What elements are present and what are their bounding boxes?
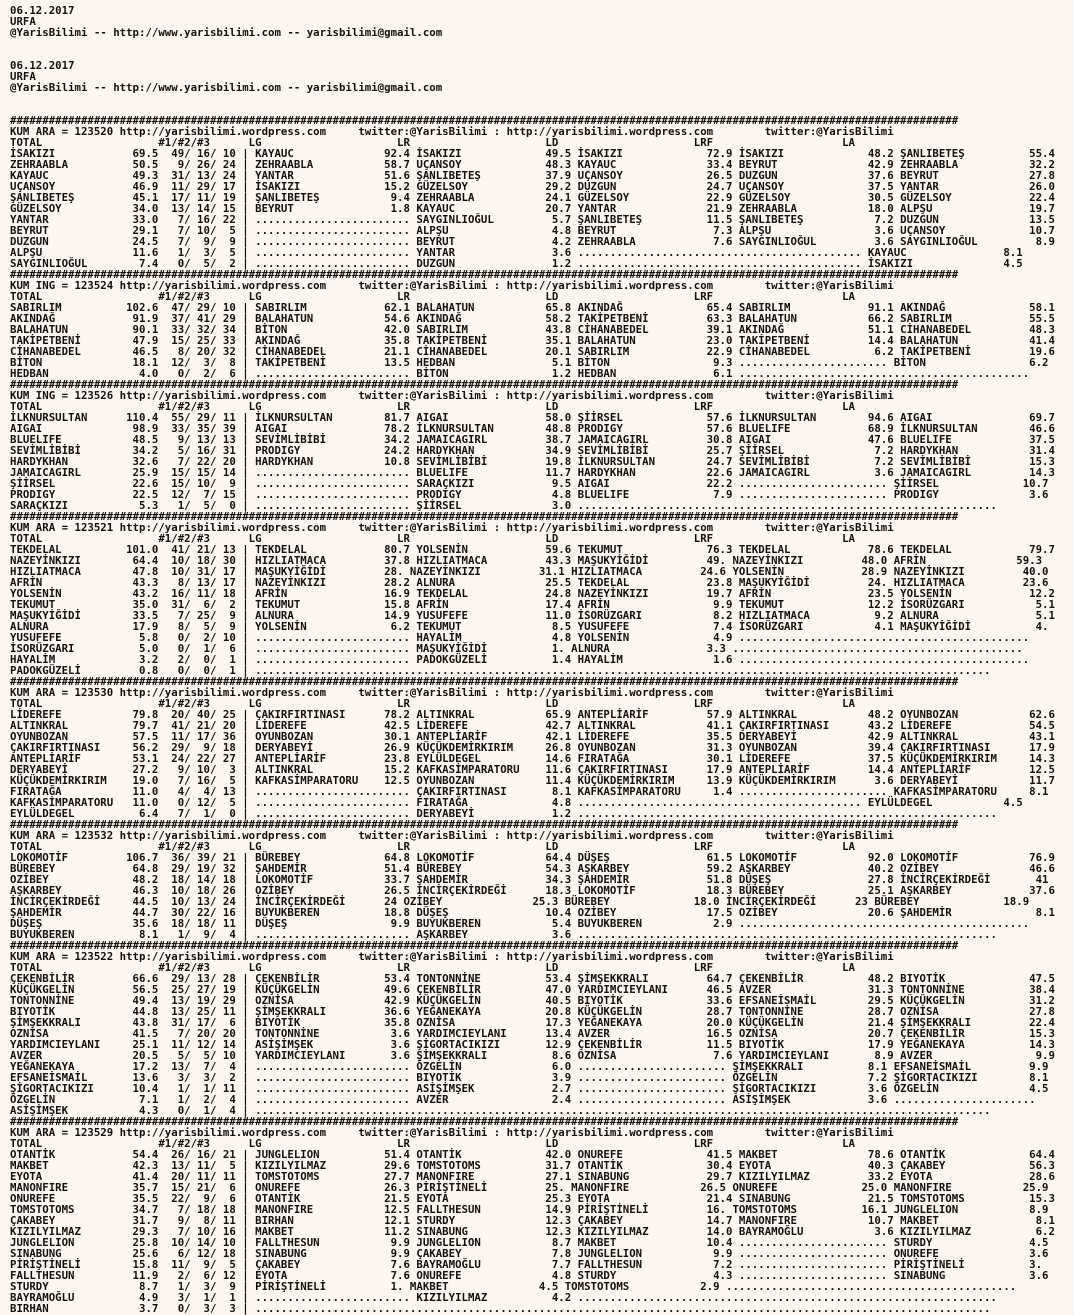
report-line: OZİBEY 48.2 18/ 14/ 18 | LOKOMOTİF 33.7 ŞAHDEMİR 34.3 ŞAHDEMİR 51.8 DÜŞEŞ 27.8 İNCİRÇEKİRDEĞİ 41 [10, 873, 1049, 886]
report-line: LİDEREFE 79.8 20/ 40/ 25 | ÇAKIRFIRTINASI 78.2 ALTINKRAL 65.9 ANTEPLİARİF 57.9 ALTINKRAL 48.2 OYUNBOZAN 62.6 [10, 708, 1055, 721]
report-line: TOTAL #1/#2/#3 LG LR LD LRF LA [10, 532, 856, 545]
report-line: YARDIMCIEYLANI 25.1 11/ 12/ 14 | ASİŞİMŞEK 3.6 ŞİGORTACIKIZI 12.9 ÇEKENBİLİR 11.5 BIYOTİK 17.9 YEĞANEKAYA 14.3 [10, 1038, 1055, 1051]
report-line: BIYOTİK 44.8 13/ 25/ 11 | ŞİMŞEKKRALI 36.6 YEĞANEKAYA 20.8 KÜÇÜKGELİN 28.7 TONTONNİNE 28.7 OZNİSA 27.8 [10, 1005, 1055, 1018]
report-line: 06.12.2017 [10, 59, 75, 72]
report-line: MAŞUKYİĞİDİ 33.5 7/ 25/ 9 | ALNURA 14.9 YUSUFEFE 11.0 İSORÜZGARI 8.2 HIZLIATMACA 9.2 ALNURA 5.1 [10, 609, 1055, 622]
report-line: YOLSENİN 43.2 16/ 11/ 18 | AFRİN 16.9 TEKDELAL 24.8 NAZEYİNKIZI 19.7 AFRİN 23.5 YOLSENİN 12.2 [10, 587, 1055, 600]
race-report-text [10, 5, 1055, 1314]
report-line: BÜREBEY 64.8 29/ 19/ 32 | ŞAHDEMİR 51.4 BÜREBEY 54.3 AŞKARBEY 59.2 AŞKARBEY 40.2 OZİBEY 46.6 [10, 862, 1055, 875]
separator-line: ################################################################################################################################################### [10, 510, 959, 523]
report-line: SABIRLIM 102.6 47/ 29/ 10 | SABIRLIM 62.1 BALAHATUN 65.8 AKINDAĞ 65.4 SABIRLIM 91.1 AKINDAĞ 58.1 [10, 301, 1055, 314]
report-line: LOKOMOTİF 106.7 36/ 39/ 21 | BÜREBEY 64.8 LOKOMOTİF 64.4 DÜŞEŞ 61.5 LOKOMOTİF 92.0 LOKOMOTİF 76.9 [10, 851, 1055, 864]
report-line: BALAHATUN 90.1 33/ 32/ 34 | BİTON 42.0 SABIRLIM 43.8 CİHANABEDEL 39.1 AKINDAĞ 51.1 CİHANABEDEL 48.3 [10, 323, 1055, 336]
report-line: TOTAL #1/#2/#3 LG LR LD LRF LA [10, 1137, 856, 1150]
report-line: STURDY 8.7 1/ 3/ 9 | PİRİŞTİNELİ 1. MAKBET 4.5 TOMSTOTOMS 2.9 ............................................. [10, 1280, 1017, 1293]
report-line: SEVİMLİBİBİ 34.2 5/ 16/ 31 | PRODIGY 24.2 HARDYKHAN 34.9 SEVİMLİBİBİ 25.7 ŞİİRSEL 7.2 HARDYKHAN 31.4 [10, 444, 1055, 457]
report-line: İLKNURSULTAN 110.4 55/ 29/ 11 | İLKNURSULTAN 81.7 AIGAI 58.0 ŞİİRSEL 57.6 İLKNURSULTAN 94.6 AIGAI 69.7 [10, 411, 1055, 424]
report-line: TEKUMUT 35.0 31/ 6/ 2 | TEKUMUT 15.8 AFRİN 17.4 AFRİN 9.9 TEKUMUT 12.2 İSORÜZGARI 5.1 [10, 598, 1055, 611]
report-line: ONUREFE 35.5 22/ 9/ 6 | OTANTİK 21.5 EYOTA 25.3 EYOTA 21.4 SINABUNG 21.5 TOMSTOTOMS 15.3 [10, 1192, 1055, 1205]
report-line: PİRİŞTİNELİ 15.8 11/ 9/ 5 | ÇAKABEY 7.6 BAYRAMOĞLU 7.7 FALLTHESUN 7.2 ....................... PİRİŞTİNELİ 3. [10, 1258, 1043, 1271]
report-line: URFA [10, 15, 36, 28]
report-line: TOMSTOTOMS 34.7 7/ 18/ 18 | MANONFIRE 12.5 FALLTHESUN 14.9 PİRİŞTİNELİ 16. TOMSTOTOMS 16.1 JUNGLELION 8.9 [10, 1203, 1049, 1216]
report-line: PADOKGÜZELİ 0.8 0/ 0/ 1 | .................................................................................................................. [10, 664, 991, 677]
report-line: MAKBET 42.3 13/ 11/ 5 | KIZILYILMAZ 29.6 TOMSTOTOMS 31.7 OTANTİK 30.4 EYOTA 40.3 ÇAKABEY 56.3 [10, 1159, 1055, 1172]
report-line: @YarisBilimi -- http://www.yarisbilimi.com -- yarisbilimi@gmail.com [10, 81, 443, 94]
report-line: CİHANABEDEL 46.5 8/ 20/ 32 | CİHANABEDEL 21.1 CİHANABEDEL 20.1 SABIRLIM 22.9 CİHANABEDEL 6.2 TAKİPETBENİ 19.6 [10, 345, 1055, 358]
report-line: JUNGLELION 25.8 10/ 14/ 10 | FALLTHESUN 9.9 JUNGLELION 8.7 MAKBET 10.4 ....................... STURDY 4.5 [10, 1236, 1049, 1249]
report-line: TOTAL #1/#2/#3 LG LR LD LRF LA [10, 697, 856, 710]
report-line: KÜÇÜKGELİN 56.5 25/ 27/ 19 | KÜÇÜKGELİN 49.6 ÇEKENBİLİR 47.0 YARDIMCIEYLANI 46.5 AVZER 31.3 TONTONNİNE 38.4 [10, 983, 1055, 996]
report-line: KAFKASİMPARATORU 11.0 0/ 12/ 5 | ........................ FIRATAĞA 4.8 ............................................ EYLÜLDEGEL 4.5 [10, 796, 1023, 809]
report-line: MANONFIRE 35.7 15/ 21/ 6 | ONUREFE 26.3 PİRİŞTİNELİ 25. MANONFIRE 26.5 ONUREFE 25.0 MANONFIRE 25.9 [10, 1181, 1049, 1194]
report-line: OYUNBOZAN 57.5 11/ 17/ 36 | OYUNBOZAN 30.1 ANTEPLİARİF 42.1 LİDEREFE 35.5 DERYABEYİ 42.9 ALTINKRAL 43.1 [10, 730, 1055, 743]
report-line: ŞAHDEMİR 44.7 30/ 22/ 16 | BUYUKBEREN 18.8 DÜŞEŞ 10.4 OZİBEY 17.5 OZİBEY 20.6 ŞAHDEMİR 8.1 [10, 906, 1055, 919]
report-line: ÇAKABEY 31.7 9/ 8/ 11 | BIRHAN 12.1 STURDY 12.3 ÇAKABEY 14.7 MANONFIRE 10.7 MAKBET 8.1 [10, 1214, 1055, 1227]
separator-line: ################################################################################################################################################### [10, 114, 959, 127]
report-line: ANTEPLİARİF 53.1 24/ 22/ 27 | ANTEPLİARİF 23.8 EYLÜLDEGEL 14.6 FIRATAĞA 30.1 LİDEREFE 37.5 KÜÇÜKDEMİRKIRIM 14.3 [10, 752, 1055, 765]
report-line: İSAKIZI 69.5 49/ 16/ 10 | KAYAUC 92.4 İSAKIZI 49.5 İSAKIZI 72.9 İSAKIZI 48.2 ŞANLIBETEŞ 55.4 [10, 147, 1055, 160]
report-line: KUM ARA = 123532 http://yarisbilimi.wordpress.com twitter:@YarisBilimi : http://yarisbilimi.wordpress.com twitter:@YarisBilimi [10, 829, 894, 842]
report-line: AKINDAĞ 91.9 37/ 41/ 29 | BALAHATUN 54.6 AKINDAĞ 58.2 TAKİPETBENİ 63.3 BALAHATUN 66.2 SABIRLIM 55.5 [10, 312, 1055, 325]
report-line: AIGAI 98.9 33/ 35/ 39 | AIGAI 78.2 İLKNURSULTAN 48.8 PRODIGY 57.6 BLUELIFE 68.9 İLKNURSULTAN 46.6 [10, 422, 1055, 435]
report-line [10, 93, 1055, 104]
report-line: ŞİGORTACIKIZI 10.4 1/ 1/ 11 | ........................ ASİŞİMŞEK 2.7 ....................... ŞİGORTACIKIZI 3.6 ÖZGELİN 4.5 [10, 1082, 1049, 1095]
report-line: KUM ARA = 123521 http://yarisbilimi.wordpress.com twitter:@YarisBilimi : http://yarisbilimi.wordpress.com twitter:@YarisBilimi [10, 521, 894, 534]
report-line: ALNURA 17.9 8/ 5/ 9 | YOLSENİN 6.2 TEKUMUT 8.5 YUSUFEFE 7.4 İSORÜZGARI 4.1 MAŞUKYİĞİDİ 4. [10, 620, 1049, 633]
report-line: NAZEYİNKIZI 64.4 10/ 18/ 30 | HIZLIATMACA 37.8 HIZLIATMACA 43.3 MAŞUKYİĞİDİ 49. NAZEYİNKIZI 48.0 AFRİN 59.3 [10, 554, 1043, 567]
separator-line: ################################################################################################################################################### [10, 939, 959, 952]
report-line: YUSUFEFE 5.8 0/ 2/ 10 | ........................ HAYALİM 4.8 YOLSENİN 4.9 ............................................. [10, 631, 1030, 644]
report-line: ÇAKIRFIRTINASI 56.2 29/ 9/ 18 | DERYABEYİ 26.9 KÜÇÜKDEMİRKIRIM 26.8 OYUNBOZAN 31.3 OYUNBOZAN 39.4 ÇAKIRFIRTINASI 17.9 [10, 741, 1055, 754]
separator-line: ################################################################################################################################################### [10, 378, 959, 391]
report-line: SINABUNG 25.6 6/ 12/ 18 | SINABUNG 9.9 ÇAKABEY 7.8 JUNGLELION 9.9 ....................... ONUREFE 3.6 [10, 1247, 1049, 1260]
report-line: ASİŞİMŞEK 4.3 0/ 1/ 4 | .................................................................................................................. [10, 1104, 991, 1117]
report-line: HARDYKHAN 32.6 7/ 22/ 20 | HARDYKHAN 10.8 SEVİMLİBİBİ 19.8 İLKNURSULTAN 24.7 SEVİMLİBİBİ 7.2 SEVİMLİBİBİ 15.3 [10, 455, 1055, 468]
report-line: İSORÜZGARI 5.0 0/ 1/ 6 | ........................ MAŞUKYİĞİDİ 1. ALNURA 3.3 ............................................. [10, 642, 1023, 655]
report-line [10, 38, 1055, 49]
report-line: KUM ARA = 123529 http://yarisbilimi.wordpress.com twitter:@YarisBilimi : http://yarisbilimi.wordpress.com twitter:@YarisBilimi [10, 1126, 894, 1139]
report-line: ALPŞU 11.6 1/ 3/ 5 | ........................ YANTAR 3.6 ............................................ KAYAUC 8.1 [10, 246, 1023, 259]
report-line: AFRİN 43.3 8/ 13/ 17 | NAZEYİNKIZI 28.2 ALNURA 25.5 TEKDELAL 23.8 MAŞUKYİĞİDİ 24. HIZLIATMACA 23.6 [10, 576, 1049, 589]
report-line: FIRATAĞA 11.0 4/ 4/ 13 | ........................ ÇAKIRFIRTINASI 8.1 KAFKASİMPARATORU 1.4 ....................... KAFKASİMPARATORU 8.1 [10, 785, 1049, 798]
report-line: TONTONNİNE 49.4 13/ 19/ 29 | OZNİSA 42.9 KÜÇÜKGELİN 40.5 BIYOTİK 33.6 EFSANEİSMAİL 29.5 KÜÇÜKGELİN 31.2 [10, 994, 1055, 1007]
report-line: KAYAUC 49.3 31/ 13/ 24 | YANTAR 51.6 ŞANLIBETEŞ 37.9 UÇANSOY 26.5 DUZGUN 37.6 BEYRUT 27.8 [10, 169, 1055, 182]
report-line: BİTON 18.1 12/ 3/ 8 | TAKİPETBENİ 13.5 HEDBAN 5.1 BİTON 9.3 ....................... BİTON 6.2 [10, 356, 1049, 369]
report-line: ALTINKRAL 79.7 41/ 21/ 20 | LİDEREFE 42.5 LİDEREFE 42.7 ALTINKRAL 41.1 ÇAKIRFIRTINASI 43.2 LİDEREFE 54.5 [10, 719, 1055, 732]
report-line [10, 49, 1055, 60]
report-line: EFSANEİSMAİL 13.6 3/ 3/ 2 | ........................ BIYOTİK 3.9 ....................... ÖZGELİN 7.2 ŞİGORTACIKIZI 8.1 [10, 1071, 1049, 1084]
separator-line: ################################################################################################################################################### [10, 1115, 959, 1128]
report-line: KUM ING = 123524 http://yarisbilimi.wordpress.com twitter:@YarisBilimi : http://yarisbilimi.wordpress.com twitter:@YarisBilimi [10, 279, 894, 292]
report-line: ŞANLIBETEŞ 45.1 17/ 11/ 19 | ŞANLIBETEŞ 9.4 ZEHRAABLA 24.1 GÜZELSOY 22.9 GÜZELSOY 30.5 GÜZELSOY 22.4 [10, 191, 1055, 204]
report-line: TOTAL #1/#2/#3 LG LR LD LRF LA [10, 400, 856, 413]
report-line: HEDBAN 4.0 0/ 2/ 6 | ........................ BİTON 1.2 HEDBAN 6.1 ............................................. [10, 367, 1030, 380]
report-line: BLUELIFE 48.5 9/ 13/ 13 | SEVİMLİBİBİ 34.2 JAMAICAGIRL 38.7 JAMAICAGIRL 30.8 AIGAI 47.6 BLUELIFE 37.5 [10, 433, 1055, 446]
report-line: EYLÜLDEGEL 6.4 7/ 1/ 0 | ........................ DERYABEYİ 1.2 ................................................................. [10, 807, 997, 820]
separator-line: ################################################################################################################################################### [10, 675, 959, 688]
report-line: GÜZELSOY 34.0 13/ 14/ 15 | BEYRUT 1.8 KAYAUC 20.7 YANTAR 21.9 ZEHRAABLA 18.0 ALPŞU 19.7 [10, 202, 1055, 215]
report-line: TOTAL #1/#2/#3 LG LR LD LRF LA [10, 840, 856, 853]
report-line: JAMAICAGIRL 25.9 15/ 15/ 14 | ........................ BLUELIFE 11.7 HARDYKHAN 22.6 JAMAICAGIRL 3.6 JAMAICAGIRL 14.3 [10, 466, 1055, 479]
report-line: İNCİRÇEKİRDEĞİ 44.5 10/ 13/ 24 | İNCİRÇEKİRDEĞİ 24 OZİBEY 25.3 BÜREBEY 18.0 İNCİRÇEKİRDEĞİ 23 BÜREBEY 18.9 [10, 895, 1030, 908]
report-line: SAYGINLIOĞUL 7.4 0/ 5/ 2 | ........................ DUZGUN 1.2 ............................................ İSAKIZI 4.5 [10, 257, 1023, 270]
report-line: OZNİSA 41.5 7/ 20/ 20 | TONTONNİNE 3.6 YARDIMCIEYLANI 13.4 AVZER 16.5 OZNİSA 20.7 ÇEKENBİLİR 15.3 [10, 1027, 1055, 1040]
report-line: KUM ARA = 123522 http://yarisbilimi.wordpress.com twitter:@YarisBilimi : http://yarisbilimi.wordpress.com twitter:@YarisBilimi [10, 950, 894, 963]
report-line: FALLTHESUN 11.9 2/ 6/ 12 | EYOTA 7.6 ONUREFE 4.8 STURDY 4.3 ....................... SINABUNG 3.6 [10, 1269, 1049, 1282]
report-line: TEKDELAL 101.0 41/ 21/ 13 | TEKDELAL 80.7 YOLSENİN 59.6 TEKUMUT 76.3 TEKDELAL 78.6 TEKDELAL 79.7 [10, 543, 1055, 556]
report-line: HAYALİM 3.2 2/ 0/ 1 | ........................ PADOKGÜZELİ 1.4 HAYALİM 1.6 ............................................. [10, 653, 1030, 666]
report-line: ŞİİRSEL 22.6 15/ 10/ 9 | ........................ SARAÇKIZI 9.5 AIGAI 22.2 ....................... ŞİİRSEL 10.7 [10, 477, 1049, 490]
report-line: TAKİPETBENİ 47.9 15/ 25/ 33 | AKINDAĞ 35.8 TAKİPETBENİ 35.1 BALAHATUN 23.0 TAKİPETBENİ 14.4 BALAHATUN 41.4 [10, 334, 1055, 347]
report-line: KUM ARA = 123520 http://yarisbilimi.wordpress.com twitter:@YarisBilimi : http://yarisbilimi.wordpress.com twitter:@YarisBilimi [10, 125, 894, 138]
report-line: ÖZGELİN 7.1 1/ 2/ 4 | ........................ AVZER 2.4 ....................... ASİŞİMŞEK 3.6 ...................... [10, 1093, 1036, 1106]
report-line: ŞİMŞEKKRALI 43.8 31/ 17/ 6 | BIYOTİK 35.8 OZNİSA 17.3 YEĞANEKAYA 20.0 KÜÇÜKGELİN 21.4 ŞİMŞEKKRALI 22.4 [10, 1016, 1055, 1029]
report-line: EYOTA 41.4 20/ 11/ 11 | TOMSTOTOMS 27.7 MANONFIRE 27.1 SINABUNG 29.7 KIZILYILMAZ 33.2 EYOTA 28.6 [10, 1170, 1055, 1183]
report-line: KUM ARA = 123530 http://yarisbilimi.wordpress.com twitter:@YarisBilimi : http://yarisbilimi.wordpress.com twitter:@YarisBilimi [10, 686, 894, 699]
report-line: ZEHRAABLA 50.5 9/ 26/ 24 | ZEHRAABLA 58.7 UÇANSOY 48.3 KAYAUC 33.4 BEYRUT 42.9 ZEHRAABLA 32.2 [10, 158, 1055, 171]
report-line: DERYABEYİ 27.2 9/ 10/ 3 | ALTINKRAL 15.2 KAFKASİMPARATORU 11.6 ÇAKIRFIRTINASI 17.9 ANTEPLİARİF 14.4 ANTEPLİARİF 12.5 [10, 763, 1055, 776]
report-line: KUM ING = 123526 http://yarisbilimi.wordpress.com twitter:@YarisBilimi : http://yarisbilimi.wordpress.com twitter:@YarisBilimi [10, 389, 894, 402]
report-line: ÇEKENBİLİR 66.6 29/ 13/ 28 | ÇEKENBİLİR 53.4 TONTONNİNE 53.4 ŞİMŞEKKRALI 64.7 ÇEKENBİLİR 48.2 BIYOTİK 47.5 [10, 972, 1055, 985]
report-line: HIZLIATMACA 47.8 10/ 31/ 17 | MAŞUKYİĞİDİ 28. NAZEYİNKIZI 31.1 HIZLIATMACA 24.6 YOLSENİN 28.9 NAZEYİNKIZI 40.0 [10, 565, 1049, 578]
report-line: TOTAL #1/#2/#3 LG LR LD LRF LA [10, 290, 856, 303]
report-line: AŞKARBEY 46.3 10/ 18/ 26 | OZİBEY 26.5 İNCİRÇEKİRDEĞİ 18.3 LOKOMOTİF 18.3 BÜREBEY 25.1 AŞKARBEY 37.6 [10, 884, 1055, 897]
separator-line: ################################################################################################################################################### [10, 818, 959, 831]
report-line: UÇANSOY 46.9 11/ 29/ 17 | İSAKIZI 15.2 GÜZELSOY 29.2 DUZGUN 24.7 UÇANSOY 37.5 YANTAR 26.0 [10, 180, 1055, 193]
report-line: KÜÇÜKDEMİRKIRIM 19.0 7/ 16/ 5 | KAFKASİMPARATORU 12.5 OYUNBOZAN 11.4 KÜÇÜKDEMİRKIRIM 13.9 KÜÇÜKDEMİRKIRIM 3.6 DERYABEYİ 11.7 [10, 774, 1055, 787]
report-line: @YarisBilimi -- http://www.yarisbilimi.com -- yarisbilimi@gmail.com [10, 26, 443, 39]
report-line: KIZILYILMAZ 29.3 7/ 10/ 16 | MAKBET 11.2 SINABUNG 12.3 KIZILYILMAZ 14.0 BAYRAMOĞLU 3.6 KIZILYILMAZ 6.2 [10, 1225, 1055, 1238]
report-line: BAYRAMOĞLU 4.9 3/ 1/ 1 | ........................ KIZILYILMAZ 4.2 ................................................................. [10, 1291, 997, 1304]
report-line: TOTAL #1/#2/#3 LG LR LD LRF LA [10, 961, 856, 974]
report-line: SARAÇKIZI 5.3 1/ 5/ 0 | ........................ ŞİİRSEL 3.0 ................................................................. [10, 499, 997, 512]
separator-line: ################################################################################################################################################### [10, 268, 959, 281]
report-line: BUYUKBEREN 8.1 1/ 9/ 4 | ........................ AŞKARBEY 3.6 ................................................................. [10, 928, 997, 941]
report-line: DUZGUN 24.5 7/ 9/ 9 | ........................ BEYRUT 4.2 ZEHRAABLA 7.6 SAYGINLIOĞUL 3.6 SAYGINLIOĞUL 8.9 [10, 235, 1055, 248]
report-line: YANTAR 33.0 7/ 16/ 22 | ........................ SAYGINLIOĞUL 5.7 ŞANLIBETEŞ 11.5 ŞANLIBETEŞ 7.2 DUZGUN 13.5 [10, 213, 1055, 226]
report-line: TOTAL #1/#2/#3 LG LR LD LRF LA [10, 136, 856, 149]
report-line: URFA [10, 70, 36, 83]
report-line: BEYRUT 29.1 7/ 10/ 5 | ........................ ALPŞU 4.8 BEYRUT 7.3 ALPŞU 3.6 UÇANSOY 10.7 [10, 224, 1055, 237]
report-line: OTANTİK 54.4 26/ 16/ 21 | JUNGLELION 51.4 OTANTİK 42.0 ONUREFE 41.5 MAKBET 78.6 OTANTİK 64.4 [10, 1148, 1055, 1161]
report-line: 06.12.2017 [10, 4, 75, 17]
report-line: DÜŞEŞ 35.6 18/ 18/ 11 | DÜŞEŞ 9.9 BUYUKBEREN 5.4 BUYUKBEREN 2.9 ............................................. [10, 917, 1030, 930]
report-line: YEĞANEKAYA 17.2 13/ 7/ 4 | ........................ ÖZGELİN 6.0 ....................... ŞİMŞEKKRALI 8.1 EFSANEİSMAİL 9.9 [10, 1060, 1049, 1073]
report-line: BIRHAN 3.7 0/ 3/ 3 | .................................................................................................................. [10, 1302, 991, 1315]
report-line: AVZER 20.5 5/ 5/ 10 | YARDIMCIEYLANI 3.6 ŞİMŞEKKRALI 8.6 OZNİSA 7.6 YARDIMCIEYLANI 8.9 AVZER 9.9 [10, 1049, 1055, 1062]
report-line: PRODIGY 22.5 12/ 7/ 15 | ........................ PRODIGY 4.8 BLUELIFE 7.9 ....................... PRODIGY 3.6 [10, 488, 1049, 501]
